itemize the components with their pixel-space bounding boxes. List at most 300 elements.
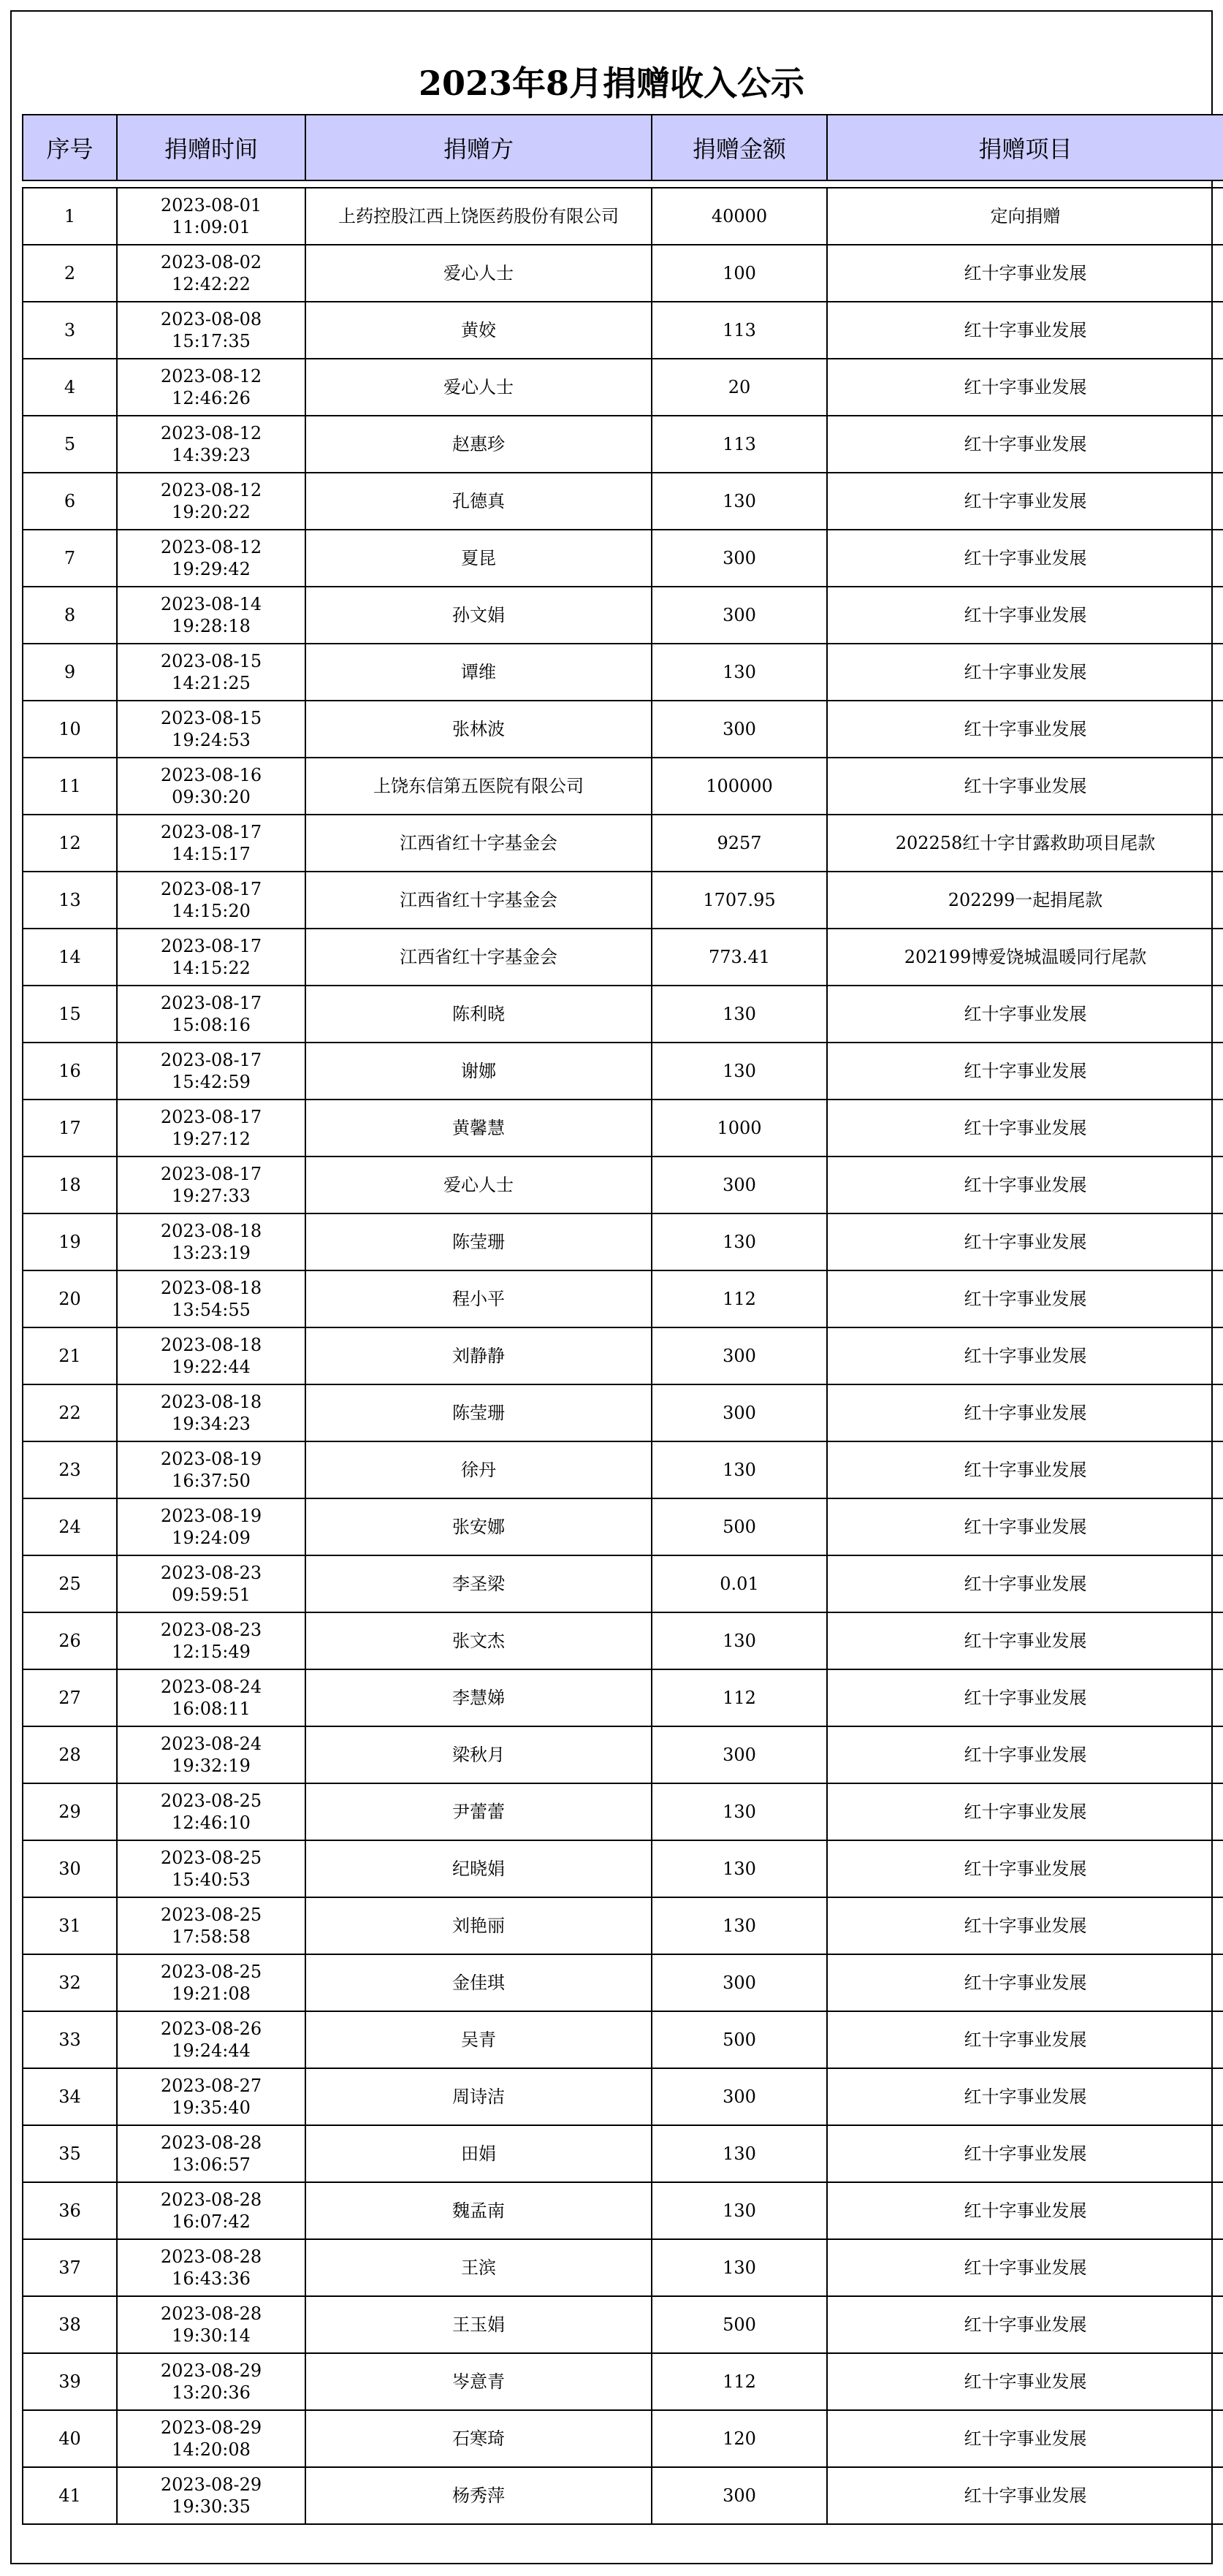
cell-donor: 爱心人士 [305, 1156, 652, 1213]
cell-project: 红十字事业发展 [827, 1783, 1223, 1840]
cell-index: 37 [23, 2239, 117, 2296]
cell-donor: 孔德真 [305, 473, 652, 530]
cell-project: 红十字事业发展 [827, 1555, 1223, 1612]
cell-time [117, 1726, 305, 1783]
cell-index: 35 [23, 2125, 117, 2182]
cell-amount: 130 [652, 473, 827, 530]
cell-amount: 300 [652, 701, 827, 758]
cell-index: 20 [23, 1270, 117, 1327]
cell-date: 2023-08-23 [160, 1620, 262, 1640]
cell-project: 红十字事业发展 [827, 1726, 1223, 1783]
cell-donor: 石寒琦 [305, 2410, 652, 2467]
spacer-cell [23, 180, 1223, 188]
cell-amount: 130 [652, 1897, 827, 1954]
cell-donor: 孙文娟 [305, 587, 652, 644]
cell-date: 2023-08-18 [160, 1392, 262, 1412]
table-row [23, 815, 1223, 872]
cell-date: 2023-08-28 [160, 2303, 262, 2324]
cell-date: 2023-08-25 [160, 1791, 262, 1811]
cell-donor: 纪晓娟 [305, 1840, 652, 1897]
cell-clock: 19:27:12 [172, 1129, 251, 1149]
cell-donor: 夏昆 [305, 530, 652, 587]
cell-index: 29 [23, 1783, 117, 1840]
cell-index: 1 [23, 188, 117, 245]
cell-project: 红十字事业发展 [827, 1327, 1223, 1384]
cell-amount: 120 [652, 2410, 827, 2467]
cell-clock: 16:07:42 [172, 2211, 251, 2232]
cell-date: 2023-08-12 [160, 480, 262, 500]
cell-time [117, 1498, 305, 1555]
cell-project: 红十字事业发展 [827, 1669, 1223, 1726]
cell-amount: 300 [652, 2068, 827, 2125]
cell-date: 2023-08-29 [160, 2360, 262, 2381]
cell-clock: 19:28:18 [172, 616, 251, 636]
table-row [23, 1498, 1223, 1555]
cell-donor: 金佳琪 [305, 1954, 652, 2011]
cell-donor: 岑意青 [305, 2353, 652, 2410]
table-row [23, 644, 1223, 701]
cell-date: 2023-08-17 [160, 936, 262, 956]
table-row [23, 1783, 1223, 1840]
cell-amount: 500 [652, 2011, 827, 2068]
cell-clock: 19:22:44 [172, 1357, 251, 1377]
cell-date: 2023-08-17 [160, 822, 262, 842]
cell-clock: 19:24:09 [172, 1528, 251, 1548]
cell-index: 13 [23, 872, 117, 929]
cell-time [117, 1441, 305, 1498]
cell-time [117, 2410, 305, 2467]
cell-clock: 12:46:26 [172, 388, 251, 408]
cell-index: 19 [23, 1213, 117, 1270]
cell-date: 2023-08-18 [160, 1278, 262, 1298]
cell-clock: 14:15:22 [172, 958, 251, 978]
cell-amount: 300 [652, 1384, 827, 1441]
cell-date: 2023-08-28 [160, 2190, 262, 2210]
cell-index: 40 [23, 2410, 117, 2467]
cell-time [117, 986, 305, 1043]
cell-time [117, 1954, 305, 2011]
cell-project: 红十字事业发展 [827, 644, 1223, 701]
cell-index: 24 [23, 1498, 117, 1555]
page-title: 2023年8月捐赠收入公示 [418, 64, 805, 103]
cell-index: 11 [23, 758, 117, 815]
cell-project: 红十字事业发展 [827, 1156, 1223, 1213]
cell-time [117, 1669, 305, 1726]
cell-amount: 500 [652, 2296, 827, 2353]
cell-donor: 杨秀萍 [305, 2467, 652, 2524]
cell-project: 红十字事业发展 [827, 1270, 1223, 1327]
cell-date: 2023-08-29 [160, 2417, 262, 2438]
cell-donor: 爱心人士 [305, 245, 652, 302]
cell-amount: 113 [652, 302, 827, 359]
cell-project: 红十字事业发展 [827, 2410, 1223, 2467]
cell-index: 23 [23, 1441, 117, 1498]
cell-time [117, 2296, 305, 2353]
cell-project: 红十字事业发展 [827, 2068, 1223, 2125]
cell-index: 10 [23, 701, 117, 758]
cell-date: 2023-08-19 [160, 1506, 262, 1526]
cell-time [117, 929, 305, 986]
cell-index: 6 [23, 473, 117, 530]
cell-amount: 300 [652, 1327, 827, 1384]
cell-amount: 130 [652, 986, 827, 1043]
cell-amount: 130 [652, 1783, 827, 1840]
cell-donor: 刘艳丽 [305, 1897, 652, 1954]
table-row [23, 1327, 1223, 1384]
cell-date: 2023-08-24 [160, 1734, 262, 1754]
cell-time [117, 2011, 305, 2068]
cell-donor: 梁秋月 [305, 1726, 652, 1783]
cell-clock: 13:06:57 [172, 2154, 251, 2175]
table-body [23, 180, 1223, 2524]
cell-date: 2023-08-27 [160, 2076, 262, 2096]
table-row [23, 245, 1223, 302]
table-row [23, 587, 1223, 644]
cell-index: 18 [23, 1156, 117, 1213]
cell-project: 202258红十字甘露救助项目尾款 [827, 815, 1223, 872]
cell-time [117, 815, 305, 872]
cell-clock: 11:09:01 [172, 217, 251, 237]
cell-clock: 09:59:51 [172, 1585, 251, 1605]
table-row [23, 2239, 1223, 2296]
cell-donor: 谭维 [305, 644, 652, 701]
cell-clock: 19:24:53 [172, 730, 251, 750]
cell-amount: 20 [652, 359, 827, 416]
cell-clock: 15:17:35 [172, 331, 251, 351]
table-row [23, 986, 1223, 1043]
cell-amount: 773.41 [652, 929, 827, 986]
table-row [23, 302, 1223, 359]
cell-clock: 19:27:33 [172, 1186, 251, 1206]
table-row [23, 872, 1223, 929]
table-row [23, 416, 1223, 473]
cell-donor: 王玉娟 [305, 2296, 652, 2353]
cell-clock: 13:54:55 [172, 1300, 251, 1320]
cell-clock: 19:32:19 [172, 1756, 251, 1776]
table-row [23, 1441, 1223, 1498]
cell-amount: 300 [652, 587, 827, 644]
cell-time [117, 2239, 305, 2296]
cell-project: 红十字事业发展 [827, 473, 1223, 530]
cell-project: 红十字事业发展 [827, 1043, 1223, 1100]
cell-date: 2023-08-01 [160, 195, 262, 216]
cell-time [117, 1840, 305, 1897]
table-row [23, 1213, 1223, 1270]
cell-clock: 15:40:53 [172, 1870, 251, 1890]
cell-project: 红十字事业发展 [827, 245, 1223, 302]
table-header-row [23, 115, 1223, 180]
cell-clock: 12:42:22 [172, 274, 251, 294]
cell-date: 2023-08-18 [160, 1335, 262, 1355]
table-row [23, 188, 1223, 245]
cell-clock: 19:35:40 [172, 2097, 251, 2118]
cell-index: 14 [23, 929, 117, 986]
cell-clock: 14:20:08 [172, 2439, 251, 2460]
cell-index: 33 [23, 2011, 117, 2068]
cell-date: 2023-08-15 [160, 708, 262, 728]
cell-index: 5 [23, 416, 117, 473]
cell-amount: 0.01 [652, 1555, 827, 1612]
cell-project: 红十字事业发展 [827, 1384, 1223, 1441]
cell-time [117, 2182, 305, 2239]
cell-amount: 40000 [652, 188, 827, 245]
cell-index: 26 [23, 1612, 117, 1669]
cell-date: 2023-08-26 [160, 2019, 262, 2039]
cell-time [117, 530, 305, 587]
cell-time [117, 245, 305, 302]
cell-clock: 13:23:19 [172, 1243, 251, 1263]
cell-project: 红十字事业发展 [827, 530, 1223, 587]
cell-amount: 100000 [652, 758, 827, 815]
cell-donor: 魏孟南 [305, 2182, 652, 2239]
cell-amount: 1000 [652, 1100, 827, 1156]
cell-amount: 113 [652, 416, 827, 473]
cell-index: 36 [23, 2182, 117, 2239]
cell-project: 红十字事业发展 [827, 1954, 1223, 2011]
cell-index: 32 [23, 1954, 117, 2011]
cell-date: 2023-08-23 [160, 1563, 262, 1583]
cell-index: 8 [23, 587, 117, 644]
cell-index: 15 [23, 986, 117, 1043]
cell-project: 定向捐赠 [827, 188, 1223, 245]
cell-donor: 张安娜 [305, 1498, 652, 1555]
cell-donor: 尹蕾蕾 [305, 1783, 652, 1840]
cell-index: 28 [23, 1726, 117, 1783]
cell-time [117, 2353, 305, 2410]
cell-amount: 100 [652, 245, 827, 302]
table-row [23, 2410, 1223, 2467]
cell-index: 25 [23, 1555, 117, 1612]
cell-amount: 130 [652, 644, 827, 701]
cell-project: 红十字事业发展 [827, 587, 1223, 644]
cell-date: 2023-08-28 [160, 2247, 262, 2267]
cell-index: 38 [23, 2296, 117, 2353]
table-row [23, 929, 1223, 986]
cell-donor: 田娟 [305, 2125, 652, 2182]
cell-donor: 赵惠珍 [305, 416, 652, 473]
cell-date: 2023-08-17 [160, 993, 262, 1013]
cell-project: 红十字事业发展 [827, 2239, 1223, 2296]
cell-donor: 周诗洁 [305, 2068, 652, 2125]
table-row [23, 2125, 1223, 2182]
table-row [23, 758, 1223, 815]
cell-index: 41 [23, 2467, 117, 2524]
cell-donor: 上饶东信第五医院有限公司 [305, 758, 652, 815]
table-row [23, 1669, 1223, 1726]
cell-clock: 14:15:17 [172, 844, 251, 864]
cell-amount: 300 [652, 2467, 827, 2524]
cell-date: 2023-08-02 [160, 252, 262, 273]
table-row [23, 1384, 1223, 1441]
cell-donor: 刘静静 [305, 1327, 652, 1384]
cell-clock: 19:24:44 [172, 2040, 251, 2061]
table-row [23, 1840, 1223, 1897]
cell-index: 21 [23, 1327, 117, 1384]
table-row [23, 1043, 1223, 1100]
cell-clock: 14:15:20 [172, 901, 251, 921]
cell-time [117, 872, 305, 929]
cell-donor: 陈莹珊 [305, 1213, 652, 1270]
cell-time [117, 1897, 305, 1954]
cell-clock: 16:37:50 [172, 1471, 251, 1491]
cell-amount: 300 [652, 1954, 827, 2011]
cell-date: 2023-08-17 [160, 1164, 262, 1184]
cell-time [117, 1612, 305, 1669]
cell-project: 红十字事业发展 [827, 701, 1223, 758]
cell-time [117, 473, 305, 530]
cell-time [117, 1213, 305, 1270]
cell-time [117, 359, 305, 416]
cell-donor: 上药控股江西上饶医药股份有限公司 [305, 188, 652, 245]
cell-time [117, 1270, 305, 1327]
cell-amount: 112 [652, 1669, 827, 1726]
cell-clock: 12:46:10 [172, 1813, 251, 1833]
cell-donor: 爱心人士 [305, 359, 652, 416]
cell-clock: 19:29:42 [172, 559, 251, 579]
cell-amount: 300 [652, 1156, 827, 1213]
cell-time [117, 2125, 305, 2182]
cell-index: 31 [23, 1897, 117, 1954]
cell-donor: 吴青 [305, 2011, 652, 2068]
cell-amount: 130 [652, 1213, 827, 1270]
cell-time [117, 644, 305, 701]
cell-donor: 徐丹 [305, 1441, 652, 1498]
cell-clock: 13:20:36 [172, 2382, 251, 2403]
cell-project: 202199博爱饶城温暖同行尾款 [827, 929, 1223, 986]
cell-amount: 500 [652, 1498, 827, 1555]
cell-clock: 19:30:35 [172, 2496, 251, 2517]
cell-donor: 黄姣 [305, 302, 652, 359]
cell-donor: 谢娜 [305, 1043, 652, 1100]
cell-amount: 1707.95 [652, 872, 827, 929]
cell-index: 3 [23, 302, 117, 359]
table-row [23, 2467, 1223, 2524]
cell-donor: 王滨 [305, 2239, 652, 2296]
cell-project: 202299一起捐尾款 [827, 872, 1223, 929]
cell-clock: 19:34:23 [172, 1414, 251, 1434]
cell-time [117, 2467, 305, 2524]
table-row [23, 359, 1223, 416]
table-row [23, 2353, 1223, 2410]
cell-donor: 陈利晓 [305, 986, 652, 1043]
cell-amount: 130 [652, 1612, 827, 1669]
donation-table [22, 114, 1223, 2525]
cell-date: 2023-08-12 [160, 366, 262, 386]
cell-clock: 19:21:08 [172, 1984, 251, 2004]
table-row [23, 1612, 1223, 1669]
header-spacer [23, 180, 1223, 188]
cell-clock: 16:08:11 [172, 1699, 251, 1719]
table-row [23, 1726, 1223, 1783]
cell-index: 4 [23, 359, 117, 416]
cell-project: 红十字事业发展 [827, 2296, 1223, 2353]
cell-project: 红十字事业发展 [827, 416, 1223, 473]
cell-index: 9 [23, 644, 117, 701]
cell-index: 30 [23, 1840, 117, 1897]
header-donor: 捐赠方 [305, 115, 652, 180]
cell-donor: 李圣梁 [305, 1555, 652, 1612]
cell-project: 红十字事业发展 [827, 1897, 1223, 1954]
cell-amount: 130 [652, 2125, 827, 2182]
table-row [23, 473, 1223, 530]
cell-index: 27 [23, 1669, 117, 1726]
cell-time [117, 1384, 305, 1441]
cell-donor: 李慧娣 [305, 1669, 652, 1726]
cell-clock: 19:30:14 [172, 2325, 251, 2346]
cell-date: 2023-08-29 [160, 2474, 262, 2495]
cell-index: 34 [23, 2068, 117, 2125]
cell-clock: 19:20:22 [172, 502, 251, 522]
table-row [23, 1897, 1223, 1954]
cell-project: 红十字事业发展 [827, 2125, 1223, 2182]
cell-project: 红十字事业发展 [827, 1100, 1223, 1156]
cell-project: 红十字事业发展 [827, 986, 1223, 1043]
cell-date: 2023-08-15 [160, 651, 262, 671]
cell-amount: 112 [652, 2353, 827, 2410]
cell-date: 2023-08-25 [160, 1905, 262, 1925]
cell-clock: 15:08:16 [172, 1015, 251, 1035]
cell-date: 2023-08-14 [160, 594, 262, 614]
cell-time [117, 416, 305, 473]
cell-amount: 130 [652, 1043, 827, 1100]
table-row [23, 2296, 1223, 2353]
cell-index: 16 [23, 1043, 117, 1100]
cell-amount: 130 [652, 1840, 827, 1897]
cell-time [117, 587, 305, 644]
cell-index: 17 [23, 1100, 117, 1156]
cell-clock: 14:21:25 [172, 673, 251, 693]
cell-donor: 黄馨慧 [305, 1100, 652, 1156]
cell-project: 红十字事业发展 [827, 302, 1223, 359]
cell-index: 39 [23, 2353, 117, 2410]
cell-time [117, 1327, 305, 1384]
table-row [23, 701, 1223, 758]
cell-project: 红十字事业发展 [827, 1840, 1223, 1897]
cell-index: 12 [23, 815, 117, 872]
cell-amount: 130 [652, 2182, 827, 2239]
cell-project: 红十字事业发展 [827, 2353, 1223, 2410]
header-amount: 捐赠金额 [652, 115, 827, 180]
cell-time [117, 1043, 305, 1100]
cell-project: 红十字事业发展 [827, 1213, 1223, 1270]
cell-clock: 15:42:59 [172, 1072, 251, 1092]
cell-date: 2023-08-17 [160, 1050, 262, 1070]
cell-project: 红十字事业发展 [827, 1498, 1223, 1555]
cell-time [117, 302, 305, 359]
cell-donor: 江西省红十字基金会 [305, 929, 652, 986]
table-row [23, 1555, 1223, 1612]
cell-project: 红十字事业发展 [827, 1612, 1223, 1669]
cell-donor: 江西省红十字基金会 [305, 872, 652, 929]
table-row [23, 1156, 1223, 1213]
cell-time [117, 701, 305, 758]
cell-time [117, 758, 305, 815]
cell-donor: 张林波 [305, 701, 652, 758]
cell-date: 2023-08-17 [160, 1107, 262, 1127]
cell-date: 2023-08-25 [160, 1848, 262, 1868]
header-project: 捐赠项目 [827, 115, 1223, 180]
table-row [23, 1100, 1223, 1156]
cell-time [117, 2068, 305, 2125]
cell-project: 红十字事业发展 [827, 2011, 1223, 2068]
cell-amount: 130 [652, 2239, 827, 2296]
cell-date: 2023-08-12 [160, 537, 262, 557]
cell-date: 2023-08-12 [160, 423, 262, 443]
cell-clock: 14:39:23 [172, 445, 251, 465]
cell-project: 红十字事业发展 [827, 2467, 1223, 2524]
cell-donor: 陈莹珊 [305, 1384, 652, 1441]
cell-time [117, 1783, 305, 1840]
